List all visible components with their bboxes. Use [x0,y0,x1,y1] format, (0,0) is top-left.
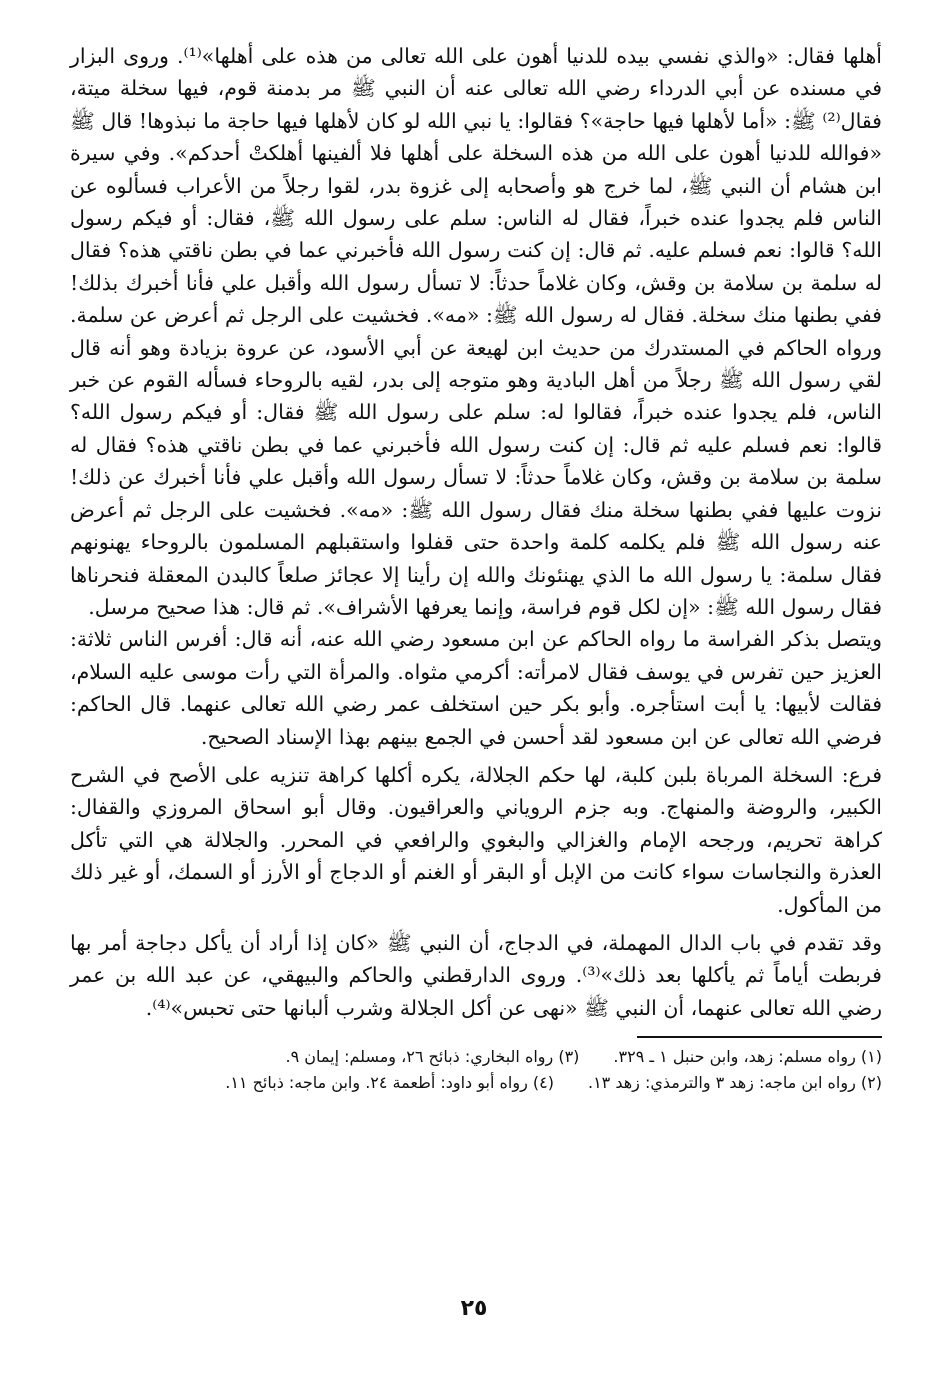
paragraph-hadith-narrations: أهلها فقال: «والذي نفسي بيده للدنيا أهون على الله تعالى من هذه على أهلها»⁽¹⁾. وروى البزار في مسنده عن أبي الدرداء رضي الله تعالى عنه أن النبي ﷺ مر بدمنة قوم، فيها سخلة ميتة، فقال⁽²⁾ ﷺ: «أما لأهلها فيها حاجة»؟ فقالوا: يا نبي الله لو كان لأهلها فيها حاجة ما نبذوها! قال ﷺ «فوالله للدنيا أهون على الله من هذه السخلة على أهلها فلا ألفينها أهلكتْ أحدكم». وفي سيرة ابن هشام أن النبي ﷺ، لما خرج هو وأصحابه إلى غزوة بدر، لقوا رجلاً من الأعراب فسألوه عن الناس فلم يجدوا عنده خبراً، فقال له الناس: سلم على رسول الله ﷺ، فقال: أو فيكم رسول الله؟ قالوا: نعم فسلم عليه. ثم قال: إن كنت رسول الله فأخبرني عما في بطن ناقتي هذه؟ فقال له سلمة بن سلامة بن وقش، وكان غلاماً حدثاً: لا تسأل رسول الله وأقبل علي فأنا أخبرك بذلك! ففي بطنها منك سخلة. فقال له رسول الله ﷺ: «مه». فخشيت على الرجل ثم أعرض عن سلمة. ورواه الحاكم في المستدرك من حديث ابن لهيعة عن أبي الأسود، عن عروة بزيادة وهو أنه قال لقي رسول الله ﷺ رجلاً من أهل البادية وهو متوجه إلى بدر، لقيه بالروحاء فسأله القوم عن خبر الناس، فلم يجدوا عنده خبراً، فقالوا له: سلم على رسول الله ﷺ فقال: أو فيكم رسول الله؟ قالوا: نعم فسلم عليه ثم قال: إن كنت رسول الله فأخبرني عما في بطن ناقتي هذه؟ فقال له سلمة بن سلامة بن وقش، وكان غلاماً حدثاً: لا تسأل رسول الله وأقبل علي فأنا أخبرك عن ذلك! نزوت عليها ففي بطنها سخلة منك فقال رسول الله ﷺ: «مه». فخشيت على الرجل ثم أعرض عنه رسول الله ﷺ فلم يكلمه كلمة واحدة حتى قفلوا واستقبلهم المسلمون بالروحاء يهنونهم فقال سلمة: يا رسول الله ما الذي يهنئونك والله إن رأينا إلا عجائز صلعاً كالبدن المعقلة فنحرناها فقال رسول الله ﷺ: «إن لكل قوم فراسة، وإنما يعرفها الأشراف». ثم قال: هذا صحيح مرسل. [70,44,882,619]
footnote-separator [637,1036,882,1038]
page-body [70,40,882,1096]
footnote-3: (٣) رواه البخاري: ذبائح ٢٦، ومسلم: إيمان ٩. [285,1047,580,1067]
footnote-4: (٤) رواه أبو داود: أطعمة ٢٤. وابن ماجه: ذبائح ١١. [225,1073,554,1093]
footnote-2: (٢) رواه ابن ماجه: زهد ٣ والترمذي: زهد ١٣. [587,1073,882,1093]
footnote-row [70,1070,882,1096]
paragraph-firasa: ويتصل بذكر الفراسة ما رواه الحاكم عن ابن مسعود رضي الله عنه، أنه قال: أفرس الناس ثلاثة: العزيز حين تفرس في يوسف فقال لامرأته: أكرمي مثواه. والمرأة التي رأت موسى عليه السلام، فقالت لأبيها: يا أبت استأجره. وأبو بكر حين استخلف عمر رضي الله تعالى عنهما. قال الحاكم: فرضي الله تعالى عن ابن مسعود لقد أحسن في الجمع بينهم بهذا الإسناد الصحيح. [70,627,882,749]
footnote-row [70,1044,882,1070]
page-number: ٢٥ [460,1296,488,1321]
paragraph-dajaj: وقد تقدم في باب الدال المهملة، في الدجاج، أن النبي ﷺ «كان إذا أراد أن يأكل دجاجة أمر بها فربطت أياماً ثم يأكلها بعد ذلك»⁽³⁾. وروى الدارقطني والحاكم والبيهقي، عن عبد الله بن عمر رضي الله تعالى عنهما، أن النبي ﷺ «نهى عن أكل الجلالة وشرب ألبانها حتى تحبس»⁽⁴⁾. [70,930,882,1020]
footnote-1: (١) رواه مسلم: زهد، وابن حنبل ١ ـ ٣٢٩. [613,1047,882,1067]
footnotes [70,1044,882,1096]
paragraph-jallala-ruling: فرع: السخلة المرباة بلبن كلبة، لها حكم الجلالة، يكره أكلها كراهة تنزيه على الأصح في الشرح الكبير، والروضة والمنهاج. وبه جزم الروياني والعراقيون. وقال أبو اسحاق المروزي والقفال: كراهة تحريم، ورجحه الإمام والغزالي والبغوي والرافعي في المحرر. والجلالة هي التي تأكل العذرة والنجاسات سواء كانت من الإبل أو البقر أو الغنم أو الدجاج أو الأرز أو السمك، أو غير ذلك من المأكول. [70,762,882,917]
